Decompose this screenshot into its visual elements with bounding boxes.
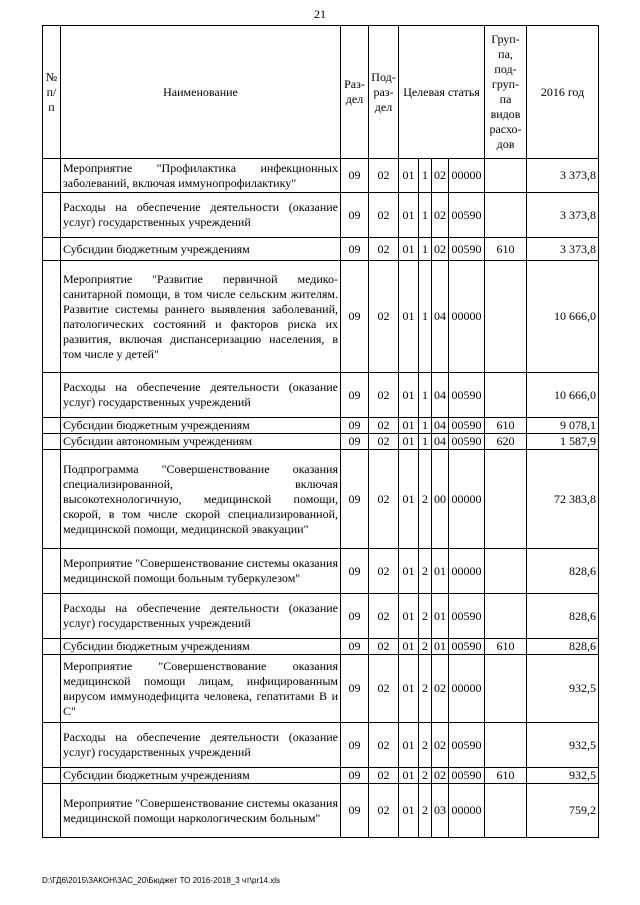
row-target-event: 04: [432, 434, 449, 450]
row-expense-group: [485, 594, 527, 639]
row-target-event: 02: [432, 655, 449, 723]
table-row: [43, 373, 599, 418]
row-target-subprogram: 1: [419, 434, 432, 450]
table-row: [43, 723, 599, 768]
row-target-event: 00: [432, 450, 449, 549]
budget-table: [42, 25, 599, 838]
header-year: 2016 год: [527, 26, 599, 159]
table-row: [43, 434, 599, 450]
row-amount-2016: 72 383,8: [527, 450, 599, 549]
table-row: [43, 768, 599, 784]
row-amount-2016: 759,2: [527, 784, 599, 838]
row-expense-group: [485, 261, 527, 373]
row-razdel: 09: [341, 418, 369, 434]
row-podrazdel: 02: [369, 655, 399, 723]
row-razdel: 09: [341, 768, 369, 784]
header-name: Наименование: [61, 26, 341, 159]
row-razdel: 09: [341, 373, 369, 418]
row-podrazdel: 02: [369, 784, 399, 838]
table-row: [43, 238, 599, 261]
row-amount-2016: 3 373,8: [527, 159, 599, 193]
row-target-program: 01: [399, 159, 419, 193]
row-target-program: 01: [399, 261, 419, 373]
row-target-event: 04: [432, 261, 449, 373]
row-target-event: 02: [432, 768, 449, 784]
table-row: [43, 639, 599, 655]
row-target-subprogram: 2: [419, 655, 432, 723]
table-row: [43, 655, 599, 723]
row-number: [43, 655, 61, 723]
row-target-program: 01: [399, 655, 419, 723]
row-target-program: 01: [399, 418, 419, 434]
row-podrazdel: 02: [369, 639, 399, 655]
row-target-direction: 00590: [449, 768, 485, 784]
row-podrazdel: 02: [369, 450, 399, 549]
row-number: [43, 784, 61, 838]
row-podrazdel: 02: [369, 768, 399, 784]
table-body: [43, 159, 599, 838]
row-target-subprogram: 1: [419, 193, 432, 238]
row-razdel: 09: [341, 261, 369, 373]
row-number: [43, 723, 61, 768]
row-expense-group: 610: [485, 238, 527, 261]
row-amount-2016: 828,6: [527, 639, 599, 655]
row-target-event: 02: [432, 723, 449, 768]
row-podrazdel: 02: [369, 238, 399, 261]
row-amount-2016: 9 078,1: [527, 418, 599, 434]
row-target-subprogram: 1: [419, 159, 432, 193]
row-number: [43, 238, 61, 261]
row-razdel: 09: [341, 450, 369, 549]
row-target-event: 02: [432, 238, 449, 261]
row-razdel: 09: [341, 594, 369, 639]
row-target-program: 01: [399, 723, 419, 768]
row-target-event: 02: [432, 193, 449, 238]
row-target-direction: 00000: [449, 450, 485, 549]
row-target-subprogram: 2: [419, 723, 432, 768]
row-target-subprogram: 2: [419, 768, 432, 784]
row-expense-group: 610: [485, 639, 527, 655]
row-target-program: 01: [399, 784, 419, 838]
row-target-direction: 00000: [449, 784, 485, 838]
row-expense-group: [485, 723, 527, 768]
page-number: 21: [314, 7, 326, 21]
row-target-program: 01: [399, 594, 419, 639]
row-target-direction: 00590: [449, 434, 485, 450]
row-razdel: 09: [341, 655, 369, 723]
row-amount-2016: 1 587,9: [527, 434, 599, 450]
row-target-direction: 00000: [449, 655, 485, 723]
row-target-program: 01: [399, 193, 419, 238]
row-number: [43, 261, 61, 373]
row-razdel: 09: [341, 723, 369, 768]
row-name: Расходы на обеспечение деятельности (оказание услуг) государственных учреждений: [61, 723, 341, 768]
row-name: Подпрограмма "Совершенствование оказания специализированной, включая высокотехнологичную, медицинской помощи, скорой, в том числе скорой специализированной, медицинской помощи, медицинской эвакуации": [61, 450, 341, 549]
row-target-program: 01: [399, 238, 419, 261]
row-target-direction: 00000: [449, 549, 485, 594]
row-amount-2016: 3 373,8: [527, 193, 599, 238]
row-number: [43, 434, 61, 450]
row-amount-2016: 10 666,0: [527, 373, 599, 418]
row-name: Субсидии бюджетным учреждениям: [61, 639, 341, 655]
row-razdel: 09: [341, 639, 369, 655]
row-expense-group: 620: [485, 434, 527, 450]
row-name: Субсидии бюджетным учреждениям: [61, 418, 341, 434]
row-razdel: 09: [341, 238, 369, 261]
row-amount-2016: 3 373,8: [527, 238, 599, 261]
row-name: Мероприятие "Совершенствование системы оказания медицинской помощи больным туберкулезом": [61, 549, 341, 594]
row-expense-group: [485, 655, 527, 723]
row-amount-2016: 932,5: [527, 768, 599, 784]
row-expense-group: [485, 549, 527, 594]
row-amount-2016: 828,6: [527, 594, 599, 639]
row-target-subprogram: 2: [419, 450, 432, 549]
row-podrazdel: 02: [369, 261, 399, 373]
row-target-subprogram: 1: [419, 261, 432, 373]
row-target-direction: 00590: [449, 238, 485, 261]
row-target-subprogram: 2: [419, 549, 432, 594]
table-row: [43, 784, 599, 838]
row-podrazdel: 02: [369, 373, 399, 418]
row-target-event: 02: [432, 159, 449, 193]
row-target-program: 01: [399, 434, 419, 450]
row-target-direction: 00590: [449, 594, 485, 639]
row-target-subprogram: 2: [419, 784, 432, 838]
row-name: Расходы на обеспечение деятельности (оказание услуг) государственных учреждений: [61, 594, 341, 639]
header-group: Груп-па, под-груп-па видов расхо-дов: [485, 26, 527, 159]
row-number: [43, 549, 61, 594]
row-name: Расходы на обеспечение деятельности (оказание услуг) государственных учреждений: [61, 193, 341, 238]
row-target-event: 01: [432, 594, 449, 639]
row-target-event: 04: [432, 418, 449, 434]
row-expense-group: 610: [485, 768, 527, 784]
row-amount-2016: 932,5: [527, 723, 599, 768]
row-name: Мероприятие "Развитие первичной медико-санитарной помощи, в том числе сельским жителям. Развитие системы раннего выявления заболеваний, патологических состояний и факторов риска их развития, включая диспансеризацию населения, в том числе у детей": [61, 261, 341, 373]
row-expense-group: [485, 784, 527, 838]
row-number: [43, 450, 61, 549]
row-target-subprogram: 1: [419, 373, 432, 418]
row-target-direction: 00000: [449, 159, 485, 193]
row-target-direction: 00590: [449, 193, 485, 238]
row-target-event: 01: [432, 639, 449, 655]
row-podrazdel: 02: [369, 594, 399, 639]
row-razdel: 09: [341, 159, 369, 193]
table-row: [43, 450, 599, 549]
row-target-direction: 00590: [449, 418, 485, 434]
header-razdel: Раз-дел: [341, 26, 369, 159]
row-target-program: 01: [399, 639, 419, 655]
row-podrazdel: 02: [369, 159, 399, 193]
row-podrazdel: 02: [369, 418, 399, 434]
row-target-program: 01: [399, 768, 419, 784]
row-target-program: 01: [399, 373, 419, 418]
row-number: [43, 418, 61, 434]
row-podrazdel: 02: [369, 723, 399, 768]
header-podrazdel: Под-раз-дел: [369, 26, 399, 159]
row-podrazdel: 02: [369, 434, 399, 450]
row-target-subprogram: 2: [419, 594, 432, 639]
table-header-row: [43, 26, 599, 159]
row-expense-group: 610: [485, 418, 527, 434]
row-amount-2016: 10 666,0: [527, 261, 599, 373]
row-number: [43, 768, 61, 784]
table-row: [43, 159, 599, 193]
row-name: Мероприятие "Совершенствование системы оказания медицинской помощи наркологическим больным": [61, 784, 341, 838]
row-name: Мероприятие "Совершенствование оказания медицинской помощи лицам, инфицированным вирусом иммунодефицита человека, гепатитами В и С": [61, 655, 341, 723]
header-target: Целевая статья: [399, 26, 485, 159]
row-target-program: 01: [399, 450, 419, 549]
row-podrazdel: 02: [369, 549, 399, 594]
header-num: № п/ п: [43, 26, 61, 159]
row-target-event: 01: [432, 549, 449, 594]
row-number: [43, 193, 61, 238]
row-target-subprogram: 1: [419, 238, 432, 261]
row-amount-2016: 828,6: [527, 549, 599, 594]
row-expense-group: [485, 450, 527, 549]
row-name: Субсидии бюджетным учреждениям: [61, 768, 341, 784]
table-row: [43, 193, 599, 238]
table-row: [43, 549, 599, 594]
row-name: Мероприятие "Профилактика инфекционных заболеваний, включая иммунопрофилактику": [61, 159, 341, 193]
table-row: [43, 594, 599, 639]
row-target-direction: 00000: [449, 261, 485, 373]
table-row: [43, 261, 599, 373]
row-amount-2016: 932,5: [527, 655, 599, 723]
table-row: [43, 418, 599, 434]
row-target-event: 04: [432, 373, 449, 418]
row-target-subprogram: 2: [419, 639, 432, 655]
row-expense-group: [485, 373, 527, 418]
row-target-direction: 00590: [449, 723, 485, 768]
row-expense-group: [485, 159, 527, 193]
row-name: Субсидии бюджетным учреждениям: [61, 238, 341, 261]
row-target-event: 03: [432, 784, 449, 838]
row-razdel: 09: [341, 549, 369, 594]
row-name: Субсидии автономным учреждениям: [61, 434, 341, 450]
row-name: Расходы на обеспечение деятельности (оказание услуг) государственных учреждений: [61, 373, 341, 418]
row-target-subprogram: 1: [419, 418, 432, 434]
row-number: [43, 373, 61, 418]
row-razdel: 09: [341, 784, 369, 838]
row-podrazdel: 02: [369, 193, 399, 238]
row-razdel: 09: [341, 434, 369, 450]
row-expense-group: [485, 193, 527, 238]
row-target-direction: 00590: [449, 373, 485, 418]
row-number: [43, 639, 61, 655]
row-target-direction: 00590: [449, 639, 485, 655]
row-target-program: 01: [399, 549, 419, 594]
file-path: D:\ГД6\2015\ЗАКОН\ЗАС_20\Бюджет ТО 2016-2018_3 чт\pr14.xls: [42, 876, 281, 885]
row-number: [43, 159, 61, 193]
row-razdel: 09: [341, 193, 369, 238]
row-number: [43, 594, 61, 639]
